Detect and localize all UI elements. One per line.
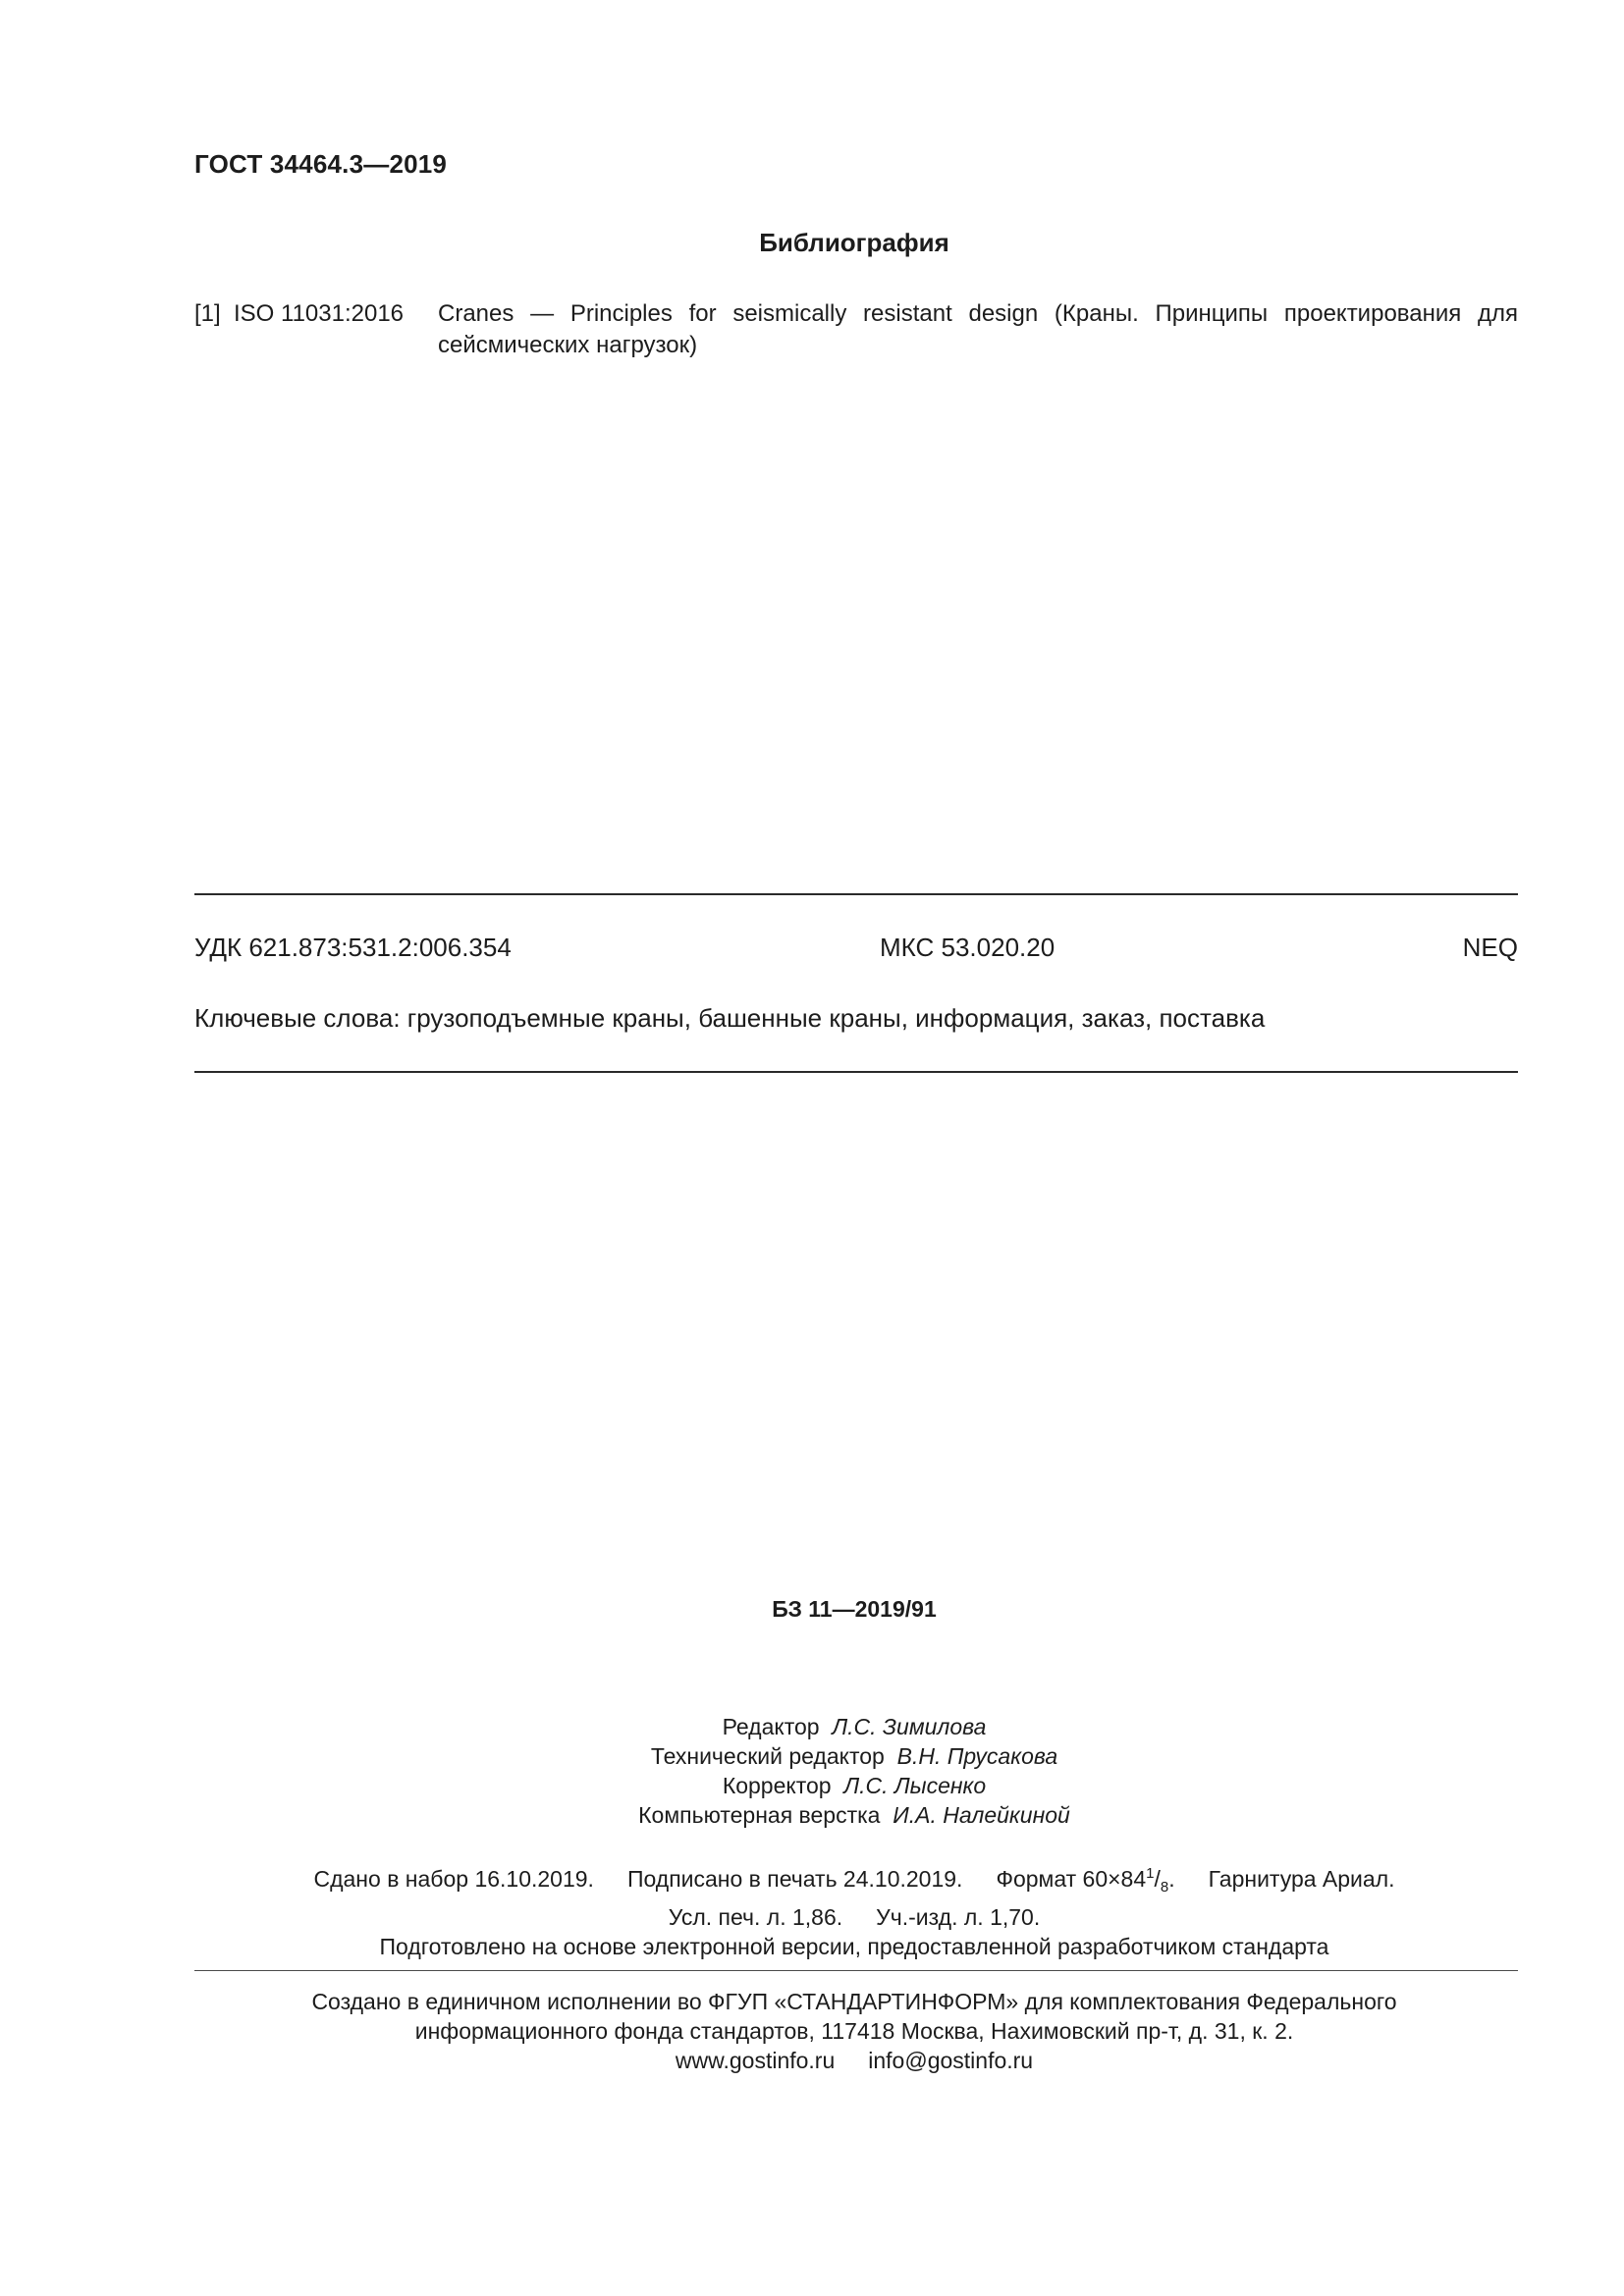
publisher-contacts <box>0 2046 1624 2075</box>
divider-publisher <box>194 1970 1518 1971</box>
signed-date: Подписано в печать 24.10.2019. <box>626 1866 963 1892</box>
print-sheets: Усл. печ. л. 1,86. <box>668 1904 843 1930</box>
print-info <box>0 1859 1624 1961</box>
divider-bottom <box>194 1071 1518 1073</box>
submitted-date: Сдано в набор 16.10.2019. <box>313 1866 594 1892</box>
staff-name: Л.С. Лысенко <box>843 1773 987 1798</box>
typeface: Гарнитура Ариал. <box>1208 1866 1395 1892</box>
staff-role: Редактор <box>722 1714 820 1739</box>
keywords: Ключевые слова: грузоподъемные краны, башенные краны, информация, заказ, поставка <box>194 1003 1266 1033</box>
publication-sheets: Уч.-изд. л. 1,70. <box>876 1904 1041 1930</box>
email-link[interactable]: info@gostinfo.ru <box>868 2048 1034 2073</box>
bz-number: БЗ 11—2019/91 <box>772 1596 937 1622</box>
format-suffix: . <box>1168 1866 1175 1892</box>
website-link[interactable]: www.gostinfo.ru <box>675 2048 836 2073</box>
udk-code: УДК 621.873:531.2:006.354 <box>194 933 512 962</box>
bibliography-title: Библиография <box>759 228 949 257</box>
publisher-info <box>0 1987 1624 2075</box>
entry-standard-code: ISO 11031:2016 <box>234 300 405 327</box>
mks-code: МКС 53.020.20 <box>880 933 1056 962</box>
format-denominator: 8 <box>1160 1879 1169 1896</box>
publisher-line-2: информационного фонда стандартов, 117418 Москва, Нахимовский пр-т, д. 31, к. 2. <box>414 2018 1294 2044</box>
print-info-row-1 <box>0 1859 1624 1902</box>
paper-format <box>996 1865 1175 1896</box>
publisher-line-1: Создано в единичном исполнении во ФГУП «СТАНДАРТИНФОРМ» для комплектования Федерального <box>311 1989 1397 2014</box>
print-info-row-2 <box>0 1902 1624 1932</box>
divider-top <box>194 893 1518 895</box>
equivalence-degree: NEQ <box>1462 933 1518 962</box>
staff-row-proofreader <box>0 1771 1624 1800</box>
entry-number: [1] <box>194 300 221 327</box>
format-numerator: 1 <box>1146 1865 1155 1882</box>
entry-title: Cranes — Principles for seismically resistant design (Краны. Принципы проектирования для сейсмических нагрузок) <box>438 300 1518 358</box>
prepared-note: Подготовлено на основе электронной версии, предоставленной разработчиком стандарта <box>379 1934 1329 1959</box>
staff-role: Технический редактор <box>650 1743 885 1769</box>
staff-row-tech-editor <box>0 1741 1624 1771</box>
staff-role: Корректор <box>722 1773 832 1798</box>
staff-name: В.Н. Прусакова <box>896 1743 1058 1769</box>
staff-name: И.А. Налейкиной <box>893 1802 1070 1828</box>
staff-credits <box>0 1712 1624 1830</box>
document-code: ГОСТ 34464.3—2019 <box>194 149 448 179</box>
format-slash: / <box>1154 1866 1161 1892</box>
staff-row-editor <box>0 1712 1624 1741</box>
staff-name: Л.С. Зимилова <box>832 1714 987 1739</box>
format-prefix: Формат 60×84 <box>996 1866 1147 1892</box>
staff-role: Компьютерная верстка <box>638 1802 881 1828</box>
staff-row-layout <box>0 1800 1624 1830</box>
classification-row <box>194 933 1518 966</box>
